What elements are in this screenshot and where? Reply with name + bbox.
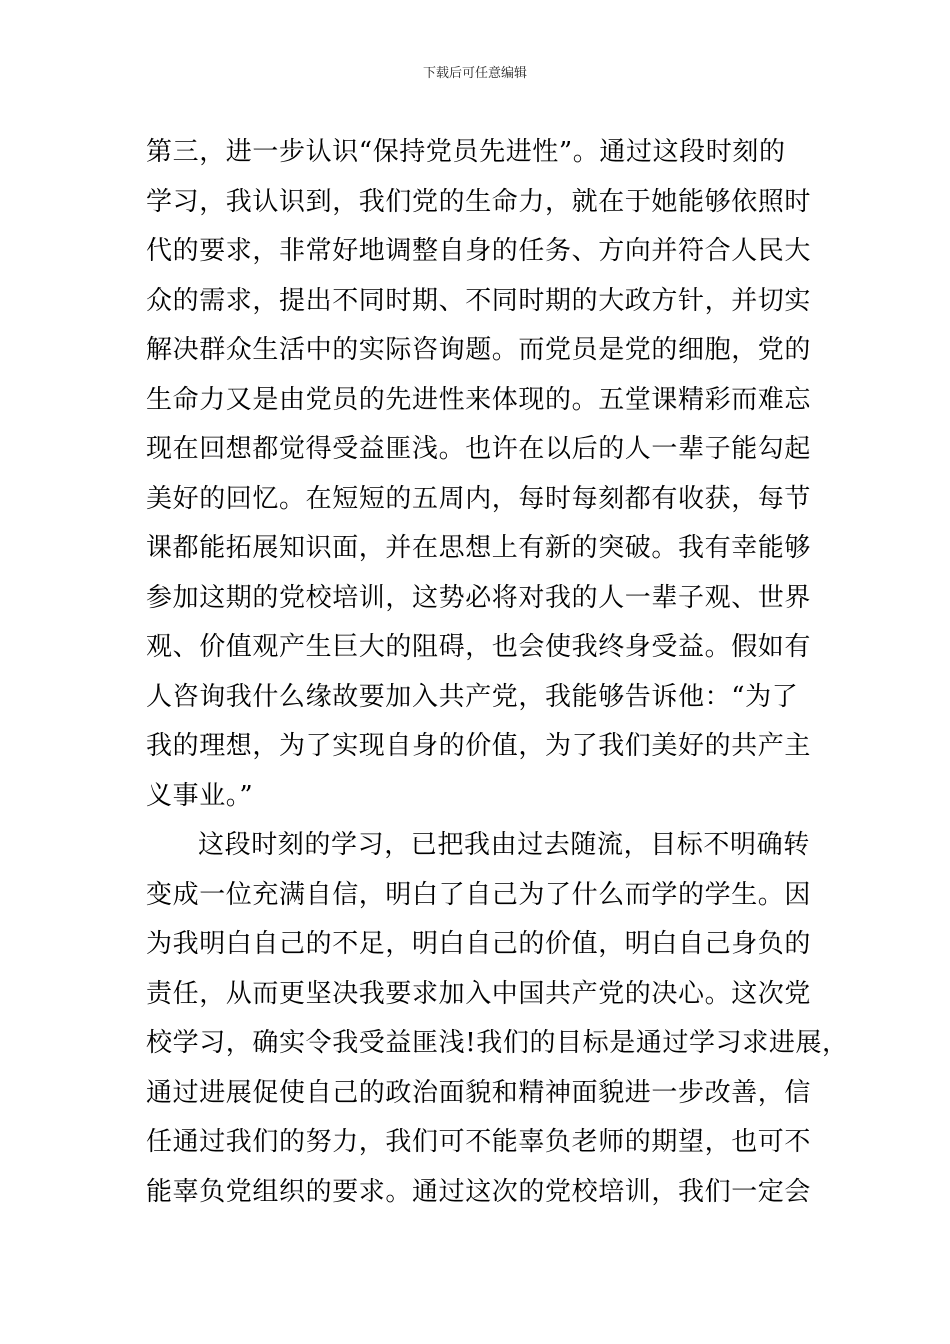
paragraph-first-line: 这段时刻的学习，已把我由过去随流，目标不明确转 — [198, 830, 810, 860]
text-line: 学习，我认识到，我们党的生命力，就在于她能够依照时 — [146, 186, 812, 217]
text-line: 参加这期的党校培训，这势必将对我的人一辈子观、世界 — [146, 582, 812, 613]
text-line: 第三，进一步认识“保持党员先进性”。通过这段时刻的 — [146, 137, 786, 167]
text-line: 义事业。” — [146, 780, 254, 811]
text-line: 美好的回忆。在短短的五周内，每时每刻都有收获，每节 — [146, 483, 812, 514]
page-header: 下载后可任意编辑 — [422, 66, 527, 81]
text-line: 为我明白自己的不足，明白自己的价值，明白自己身负的 — [146, 929, 812, 959]
text-line: 现在回想都觉得受益匪浅。也许在以后的人一辈子能勾起 — [146, 434, 812, 464]
text-line: 校学习，确实令我受益匪浅!我们的目标是通过学习求进展， — [146, 1028, 849, 1058]
text-line: 解决群众生活中的实际咨询题。而党员是党的细胞，党的 — [146, 335, 812, 365]
text-line: 生命力又是由党员的先进性来体现的。五堂课精彩而难忘 — [146, 384, 812, 415]
text-line: 众的需求，提出不同时期、不同时期的大政方针，并切实 — [146, 285, 812, 316]
text-line: 能辜负党组织的要求。通过这次的党校培训，我们一定会 — [146, 1176, 812, 1207]
text-line: 任通过我们的努力，我们可不能辜负老师的期望，也可不 — [146, 1127, 812, 1157]
text-line: 观、价值观产生巨大的阻碍，也会使我终身受益。假如有 — [146, 632, 812, 662]
text-line: 责任，从而更坚决我要求加入中国共产党的决心。这次党 — [146, 978, 812, 1009]
text-line: 通过进展促使自己的政治面貌和精神面貌进一步改善，信 — [146, 1077, 812, 1108]
body-text — [146, 128, 849, 1217]
text-line: 代的要求，非常好地调整自身的任务、方向并符合人民大 — [146, 236, 812, 266]
text-line: 我的理想，为了实现自身的价值，为了我们美好的共产主 — [146, 731, 812, 761]
text-line: 课都能拓展知识面，并在思想上有新的突破。我有幸能够 — [146, 533, 812, 563]
text-line: 变成一位充满自信，明白了自己为了什么而学的学生。因 — [146, 879, 812, 910]
text-line: 人咨询我什么缘故要加入共产党，我能够告诉他：“为了 — [146, 681, 799, 712]
